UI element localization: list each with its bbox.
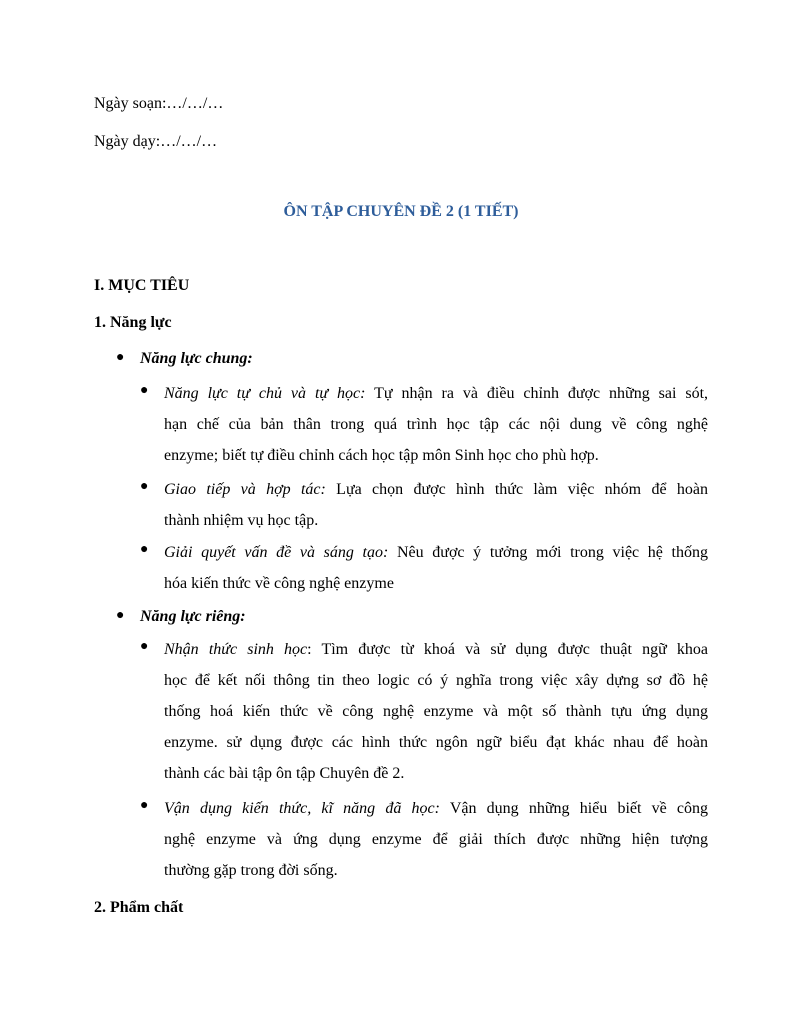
item-lead: Vận dụng kiến thức, kĩ năng đã học: — [164, 800, 440, 817]
list-item-line: Vận dụng kiến thức, kĩ năng đã học: Vận dụng những hiểu biết về công — [164, 800, 709, 817]
list-item-line: Năng lực tự chủ và tự học: Tự nhận ra và điều chỉnh được những sai sót, — [164, 385, 709, 402]
list-item-text — [164, 378, 708, 471]
list-item-text — [164, 634, 708, 789]
list-item-line: hạn chế của bản thân trong quá trình học tập các nội dung về công nghệ — [164, 416, 708, 433]
list-item-line: Nhận thức sinh học: Tìm được từ khoá và sử dụng được thuật ngữ khoa — [164, 641, 709, 658]
bullet-dot: ● — [140, 542, 149, 557]
list-item-line: Giải quyết vấn đề và sáng tạo: Nêu được ý tưởng mới trong việc hệ thống — [164, 544, 708, 561]
item-lead: Giải quyết vấn đề và sáng tạo: — [164, 544, 389, 561]
list-item-line: enzyme. sử dụng được các hình thức ngôn ngữ biểu đạt khác nhau để hoàn — [164, 734, 708, 751]
subheading-qualities: 2. Phẩm chất — [94, 899, 184, 916]
list-item-line: Giao tiếp và hợp tác: Lựa chọn được hình thức làm việc nhóm để hoàn — [164, 481, 708, 498]
bullet-dot: ● — [140, 479, 149, 494]
bullet-dot: ● — [140, 639, 149, 654]
prep-date-line: Ngày soạn:…/…/… — [94, 95, 224, 112]
list-item-line: thành nhiệm vụ học tập. — [164, 512, 319, 529]
specific-competencies-label: Năng lực riêng: — [140, 608, 246, 625]
list-item-text — [164, 793, 708, 886]
document-title: ÔN TẬP CHUYÊN ĐỀ 2 (1 TIẾT) — [283, 203, 519, 220]
list-item-line: thành các bài tập ôn tập Chuyên đề 2. — [164, 765, 405, 782]
item-lead: Nhận thức sinh học — [164, 641, 308, 658]
item-lead: Giao tiếp và hợp tác: — [164, 481, 326, 498]
bullet-dot: ● — [116, 608, 125, 623]
list-item-text — [164, 537, 708, 599]
list-item-line: học để kết nối thông tin theo logic có ý nghĩa trong việc xây dựng sơ đồ hệ — [164, 672, 708, 689]
section-heading-objectives: I. MỤC TIÊU — [94, 277, 190, 294]
list-item-line: thống hoá kiến thức về công nghệ enzyme và một số thành tựu ứng dụng — [164, 703, 708, 720]
bullet-dot: ● — [116, 350, 125, 365]
bullet-dot: ● — [140, 383, 149, 398]
teaching-date-line: Ngày dạy:…/…/… — [94, 133, 218, 150]
subheading-competencies: 1. Năng lực — [94, 314, 172, 331]
list-item-line: hóa kiến thức về công nghệ enzyme — [164, 575, 394, 592]
general-competencies-label: Năng lực chung: — [140, 350, 253, 367]
list-item-text — [164, 474, 708, 536]
list-item-line: enzyme; biết tự điều chỉnh cách học tập môn Sinh học cho phù hợp. — [164, 447, 599, 464]
list-item-line: thường gặp trong đời sống. — [164, 862, 338, 879]
list-item-line: nghệ enzyme và ứng dụng enzyme để giải thích được những hiện tượng — [164, 831, 708, 848]
bullet-dot: ● — [140, 798, 149, 813]
item-lead: Năng lực tự chủ và tự học: — [164, 385, 366, 402]
